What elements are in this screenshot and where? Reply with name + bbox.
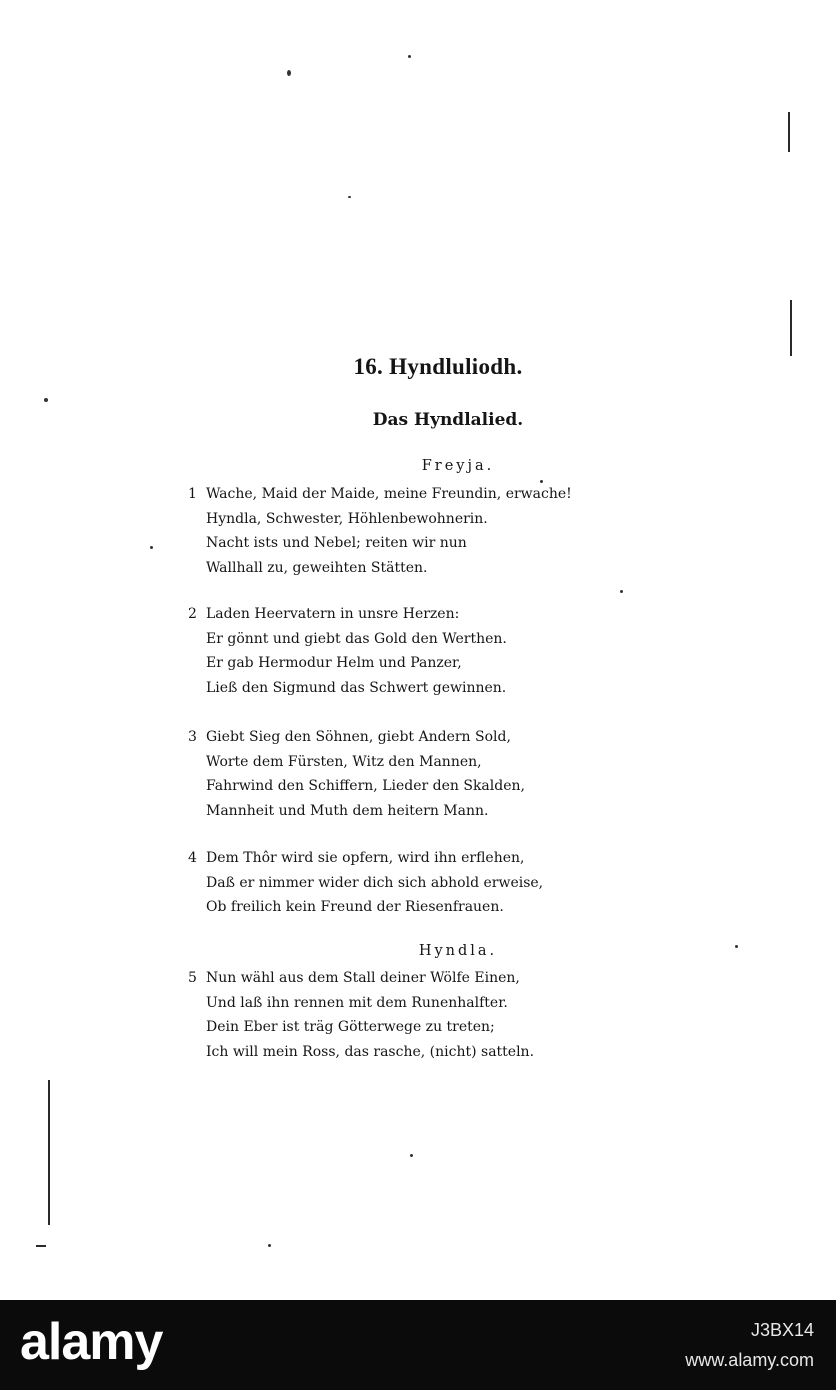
verse-line [188, 531, 572, 556]
verse-line [188, 602, 507, 627]
verse-line [188, 774, 525, 799]
verse-line [188, 725, 525, 750]
verse-text: Giebt Sieg den Söhnen, giebt Andern Sold, [206, 729, 511, 745]
verse-text: Laden Heervatern in unsre Herzen: [206, 606, 460, 622]
speaker-heading-freyja: Freyja. [421, 458, 495, 474]
stanza-1 [188, 482, 572, 580]
scan-speck [620, 590, 623, 593]
verse-line [188, 556, 572, 581]
stanza-4 [188, 846, 543, 920]
verse-text: Mannheit und Muth dem heitern Mann. [206, 802, 489, 819]
stanza-number: 5 [188, 970, 197, 986]
verse-text: Wache, Maid der Maide, meine Freundin, erwache! [206, 486, 572, 502]
verse-text: Dem Thôr wird sie opfern, wird ihn erflehen, [206, 850, 525, 866]
image-id-label: J3BX14 [750, 1320, 814, 1340]
verse-text: Ließ den Sigmund das Schwert gewinnen. [206, 679, 507, 696]
verse-line [188, 895, 543, 920]
verse-line [188, 1040, 534, 1065]
verse-text: Nun wähl aus dem Stall deiner Wölfe Einen, [206, 970, 520, 986]
verse-text: Daß er nimmer wider dich sich abhold erweise, [206, 874, 544, 891]
stanza-number: 1 [188, 486, 197, 502]
verse-line [188, 651, 507, 676]
verse-line [188, 991, 534, 1016]
scan-edge-line-right [788, 112, 790, 152]
verse-text: Dein Eber ist träg Götterwege zu treten; [206, 1019, 495, 1035]
scan-edge-mark [36, 1245, 46, 1247]
scan-speck [408, 55, 411, 58]
stanza-2 [188, 602, 507, 700]
scan-speck [410, 1154, 413, 1157]
verse-line [188, 846, 543, 871]
stanza-number: 4 [188, 850, 197, 866]
verse-text: Hyndla, Schwester, Höhlenbewohnerin. [206, 510, 488, 527]
alamy-logo: alamy [20, 1313, 163, 1371]
stanza-number: 3 [188, 729, 197, 745]
verse-line [188, 871, 543, 896]
page-subtitle: Das Hyndlalied. [372, 410, 524, 430]
speaker-heading-hyndla: Hyndla. [418, 943, 498, 959]
stanza-5 [188, 966, 534, 1064]
page-title: 16. Hyndluliodh. [353, 354, 523, 379]
verse-line [188, 799, 525, 824]
scan-speck [150, 546, 153, 549]
verse-text: Wallhall zu, geweihten Stätten. [206, 559, 428, 576]
stock-url-label: www.alamy.com [685, 1350, 814, 1370]
verse-text: Nacht ists und Nebel; reiten wir nun [206, 535, 467, 551]
verse-text: Ob freilich kein Freund der Riesenfrauen. [206, 899, 504, 915]
verse-text: Er gab Hermodur Helm und Panzer, [206, 655, 462, 671]
verse-line [188, 507, 572, 532]
scan-speck [287, 70, 291, 76]
stanza-number: 2 [188, 606, 197, 622]
verse-line [188, 966, 534, 991]
verse-line [188, 482, 572, 507]
verse-line [188, 750, 525, 775]
verse-line [188, 676, 507, 701]
verse-line [188, 1015, 534, 1040]
stock-watermark-bar [0, 1300, 836, 1390]
scan-speck [44, 398, 48, 402]
verse-text: Ich will mein Ross, das rasche, (nicht) satteln. [206, 1043, 535, 1060]
scan-edge-line-right [790, 300, 792, 356]
verse-text: Und laß ihn rennen mit dem Runenhalfter. [206, 994, 508, 1011]
scan-speck [348, 196, 351, 198]
verse-line [188, 627, 507, 652]
verse-text: Er gönnt und giebt das Gold den Werthen. [206, 630, 507, 647]
stanza-3 [188, 725, 525, 823]
scan-edge-line-left [48, 1080, 50, 1225]
verse-text: Worte dem Fürsten, Witz den Mannen, [206, 753, 482, 770]
verse-text: Fahrwind den Schiffern, Lieder den Skalden, [206, 778, 525, 794]
scan-speck [268, 1244, 271, 1247]
